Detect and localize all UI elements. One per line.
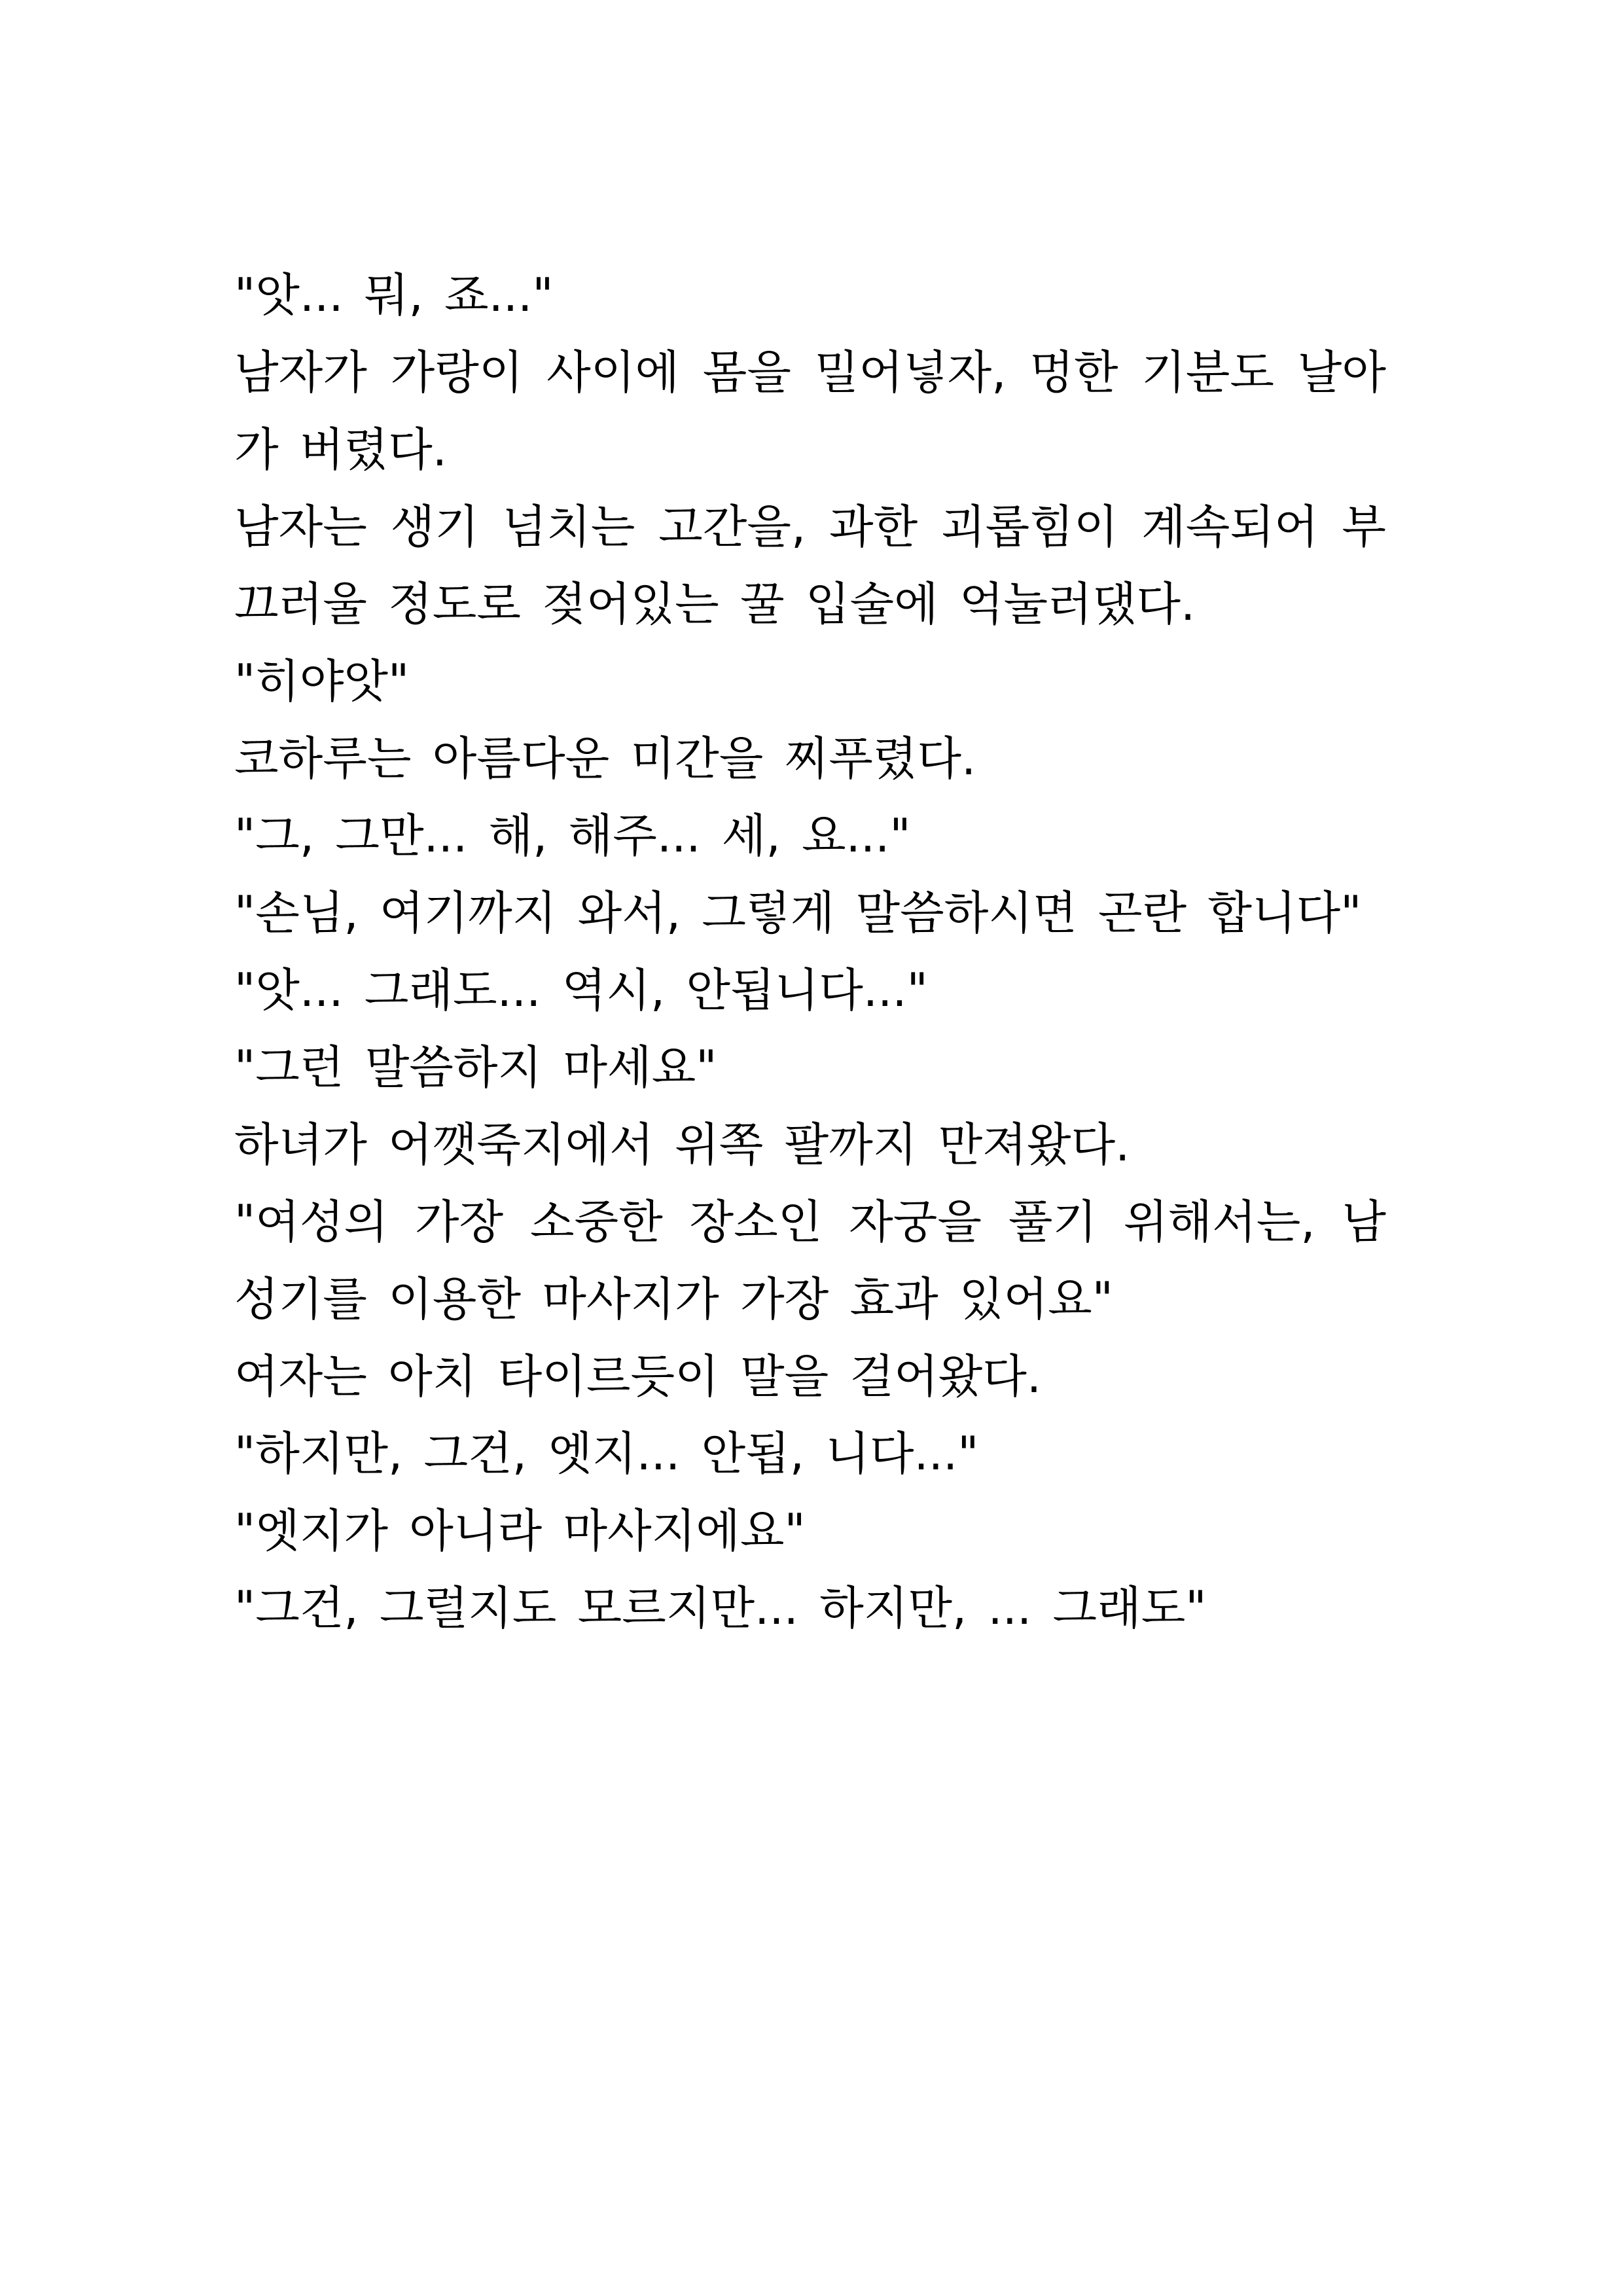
paragraph: "앗... 그래도... 역시, 안됩니다..." [234, 963, 928, 1017]
paragraph: "그런 말씀하지 마세요" [234, 1041, 717, 1094]
paragraph: 코하루는 아름다운 미간을 찌푸렸다. [234, 732, 976, 785]
paragraph: "여성의 가장 소중한 장소인 자궁을 풀기 위해서는, 남성기를 이용한 마사지가 가장 효과 있어요" [234, 1195, 1386, 1326]
paragraph: "손님, 여기까지 와서, 그렇게 말씀하시면 곤란 합니다" [234, 886, 1362, 940]
paragraph: 여자는 아치 타이르듯이 말을 걸어왔다. [234, 1350, 1042, 1403]
paragraph: 남자가 가랑이 사이에 몸을 밀어넣자, 멍한 기분도 날아가 버렸다. [234, 346, 1386, 476]
paragraph: "그, 그만... 해, 해주... 세, 요..." [234, 809, 911, 863]
paragraph: 하녀가 어깻죽지에서 위쪽 팔까지 만져왔다. [234, 1118, 1130, 1172]
paragraph: "엣지가 아니라 마사지에요" [234, 1504, 806, 1558]
story-text [234, 257, 1386, 1647]
paragraph: "하지만, 그건, 엣지... 안됩, 니다..." [234, 1427, 979, 1480]
paragraph: "그건, 그럴지도 모르지만... 하지만, ... 그래도" [234, 1581, 1207, 1635]
paragraph: "앗... 뭐, 죠..." [234, 268, 554, 322]
paragraph: 남자는 생기 넘치는 고간을, 과한 괴롭힘이 계속되어 부끄러울 정도로 젖어있는 꿀 입술에 억눌러댔다. [234, 500, 1386, 631]
paragraph: "히야앗" [234, 655, 410, 708]
